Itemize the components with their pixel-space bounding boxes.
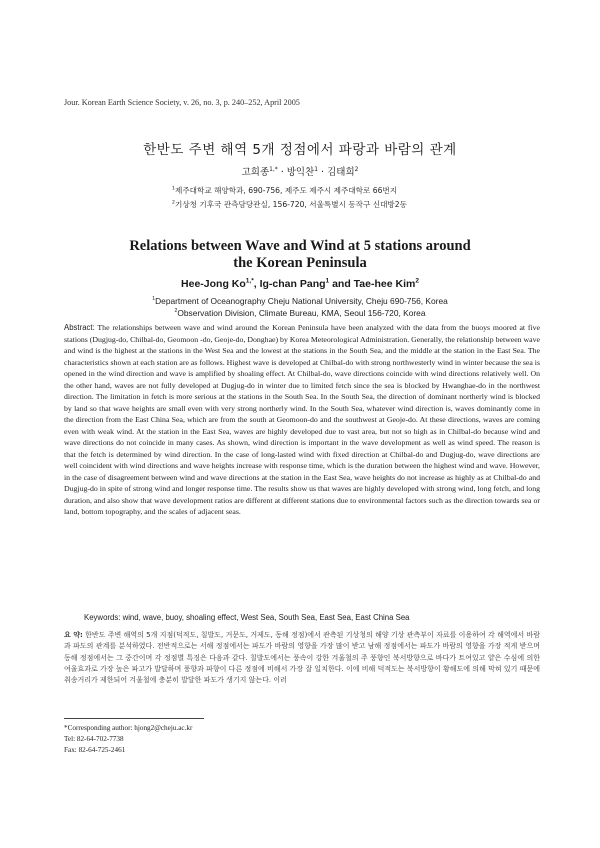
korean-author-3: 김태희$^2$ [327,166,359,178]
korean-summary-label: 요 약: [64,631,83,639]
abstract-text: The relationships between wave and wind around the Korean Peninsula have been analyzed with the data from the buoys moored at five stations (Dugjug-do, Chilbal-do, Geomoon -do, Geoje-do, Donghae) by Korea Meteorological Administration. Generally, the relationship between wave and wind is the highest at the stations in the West Sea and the lowest at the stations in the South Sea, and the middle at the station in the East Sea. The characteristics shown at each station are as follows. Highest wave is developed at Chilbal-do with strong northwesterly wind in winter because the sea is opened in the wind direction and wave is amplified by shoaling effect. At Chilbal-do, wave directions coincide with wind directions relatively well. On the other hand, waves are not fully developed at Dugjug-do in winter due to limited fetch since the sea is blocked by Hwanghae-do in the northwest direction. The limitation in fetch is more serious at the stations in the South Sea. In the South Sea, the direction of dominant northerly wind is blocked by land so that wave heights are small even with very strong northerly wind. In the South Sea, whatever wind direction is, waves dominantly come in the direction from the East China Sea, which are from the south at Geomoon-do and the southwest at Geoje-do. At these directions, waves are coming even with weak wind. At the station in the East Sea, waves are highly developed due to vast area, but not so high as in Chilbal-do because wind and wave directions do not coincide in many cases. As shown, wind direction is important in the wave development as well as wind speed. The reason is that the fetch is determined by wind direction. In the case of long-lasted wind with fixed direction at Chilbal-do and Dugjug-do, wave directions are well coincident with wind directions and wave heights increase with response time, which is the duration between the highest wind and wave. However, in the case of disagreement between wind and wave directions at the station in the East Sea, wave heights do not increase as highly as at Chilbal-do and Dugjug-do in spite of strong wind and longer response time. The results show us that waves are highly developed with strong wind, long fetch, and long duration, and also show that wave development ratios are different at different stations due to environmental factors such as the direction towards sea or land, bottom topography, and the scales of adjacent seas. [64,323,540,516]
english-affiliation-2: $^2$Observation Division, Climate Bureau, KMA, Seoul 156-720, Korea [174,308,426,318]
journal-citation: Jour. Korean Earth Science Society, v. 26, no. 3, p. 240–252, April 2005 [64,98,300,107]
footnote-tel: Tel: 82-64-702-7738 [64,735,124,743]
korean-author-2: 방익찬$^1$ [286,166,319,178]
footnote-corresponding-author: *Corresponding author: hjong2@cheju.ac.kr [64,724,193,732]
footnote-divider [64,718,204,719]
footnote-fax: Fax: 82-64-725-2461 [64,746,126,754]
english-authors: Hee-Jong $Ko^{1,*}$, Ig-chan Pang$^1$ and Tae-hee Kim$^2$ [181,277,419,290]
korean-author-1: 고희종$^{1,*}$ [241,166,278,178]
english-affiliation-1: $^1$Department of Oceanography Cheju National University, Cheju 690-756, Korea [152,296,448,306]
korean-authors: 고희종$^{1,*}$ · 방익찬$^1$ · 김태희$^2$ [241,166,359,178]
english-title: Relations between Wave and Wind at 5 stations around the Korean Peninsula [129,238,471,271]
english-author-1: Hee-Jong $Ko^{1,*}$ [181,277,254,290]
korean-affiliation-2: $^2$기상청 기후국 관측담당관실, 156-720, 서울특별시 동작구 신대방2동 [172,200,407,209]
english-author-2: Ig-chan Pang$^1$ [259,277,330,290]
english-author-3: Tae-hee Kim$^2$ [353,277,419,290]
korean-title: 한반도 주변 해역 5개 정점에서 파랑과 바람의 관계 [143,142,457,158]
korean-summary [64,630,540,686]
abstract [64,322,540,518]
abstract-label: Abstract: [64,323,95,332]
korean-summary-text: 한반도 주변 해역의 5개 지점(덕적도, 칠발도, 거문도, 거제도, 동해 정점)에서 관측된 기상청의 해양 기상 관측부이 자료를 이용하여 각 해역에서 바람과 파도의 관계를 분석하였다. 전반적으로는 서해 정점에서는 파도가 바람의 영향을 가장 많이 받고 남해 정점에서는 파도가 바람의 영향을 가장 적게 받으며 동해 정점에서는 그 중간이며 각 정점별 특징은 다음과 같다. 칠발도에서는 풍속이 강한 겨울철의 주 풍향인 북서방향으로 바다가 트여있고 얕은 수심에 의한 여울효과로 가장 높은 파고가 발달하며 풍향과 파향이 다른 정점에 비해서 가장 잘 일치한다. 이에 비해 덕적도는 북서방향이 황해도에 의해 막혀 있기 때문에 취송거리가 제한되어 겨울철에 충분히 발달한 파도가 생기지 않는다. 이러 [64,631,540,685]
korean-affiliation-1: $^1$제주대학교 해양학과, 690-756, 제주도 제주시 제주대학로 66번지 [172,186,398,195]
keywords: Keywords: wind, wave, buoy, shoaling effect, West Sea, South Sea, East Sea, East China Sea [84,613,410,622]
